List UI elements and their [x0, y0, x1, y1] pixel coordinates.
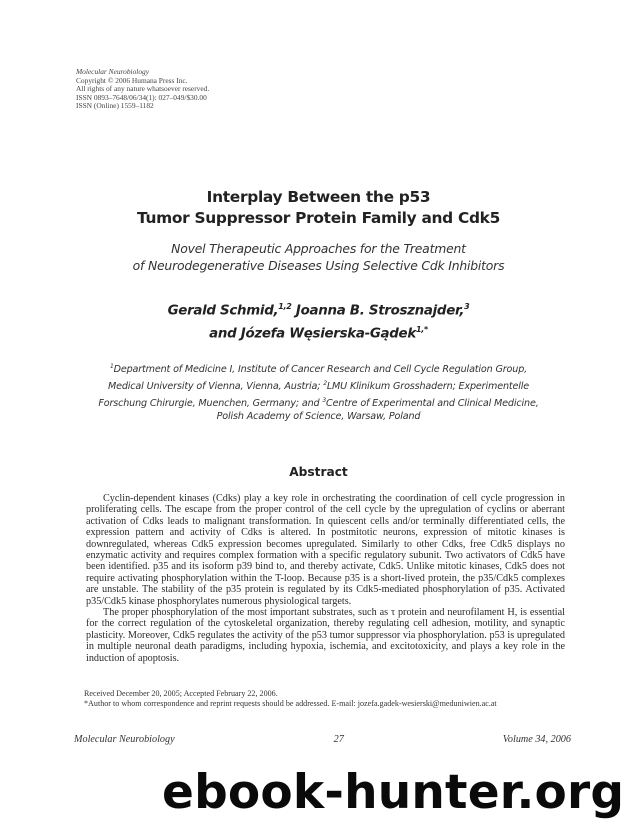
correspondence-note: *Author to whom correspondence and reprint requests should be addressed. E-mail: jozefa.gadek-wesierski@meduniwien.ac.at [84, 698, 497, 708]
masthead-issn-print: ISSN 0893–7648/06/34(1): 027–049/$30.00 [76, 92, 207, 102]
affiliation-mark-2: 2 [323, 379, 327, 387]
affiliations [0, 360, 637, 424]
page-number: 27 [333, 734, 344, 745]
abstract-paragraph-2: The proper phosphorylation of the most important substrates, such as τ protein and neurofilament H, is essential for the correct regulation of the cytoskeletal organization, thereby regulating cell adhesion, motility, and synaptic plasticity. Moreover, Cdk5 regulates the activity of the p53 tumor suppressor via phosphorylation. p53 is upregulated in multiple neuronal death paradigms, including hypoxia, ischemia, and excitotoxicity, and plays a key role in the induction of apoptosis. [86, 607, 565, 664]
footer-volume: Volume 34, 2006 [502, 734, 571, 745]
affiliation-line-1 [0, 360, 637, 377]
author-list [0, 297, 637, 344]
authors-line-1 [0, 297, 637, 320]
abstract-paragraph-1: Cyclin-dependent kinases (Cdks) play a key role in orchestrating the coordination of cell cycle progression in proliferating cells. The escape from the proper control of the cell cycle by the upregulation of cyclins or aberrant activation of Cdks leads to malignant transformation. In quiescent cells and/or terminally differentiated cells, the expression pattern and activity of Cdks is altered. In postmitotic neurons, expression of mitotic kinases is downregulated, whereas Cdk5 expression becomes upregulated. Similarly to other Cdks, free Cdk5 displays no enzymatic activity and requires complex formation with a specific regulatory subunit. Two activators of Cdk5 have been identified. p35 and its isoform p39 bind to, and thereby activate, Cdk5. Unlike mitotic kinases, Cdk5 does not require activating phosphorylation within the T-loop. Because p35 is a short-lived protein, the p35/Cdk5 complexes are unstable. The stability of the p35 protein is regulated by its Cdk5-mediated phosphorylation of p35. Activated p35/Cdk5 kinase phosphorylates numerous physiological targets. [86, 493, 565, 607]
subtitle-line-1: Novel Therapeutic Approaches for the Treatment [171, 241, 466, 256]
author-2: Joanna B. Strosznajder, [291, 303, 465, 319]
watermark: ebook-hunter.org [162, 765, 625, 820]
footer-journal: Molecular Neurobiology [74, 734, 175, 745]
subtitle-line-2: of Neurodegenerative Diseases Using Selective Cdk Inhibitors [132, 258, 505, 273]
affiliation-line-2 [0, 377, 637, 394]
abstract-heading: Abstract [289, 465, 348, 479]
title-line-2: Tumor Suppressor Protein Family and Cdk5 [136, 209, 501, 227]
author-3-affiliation-marks: 1,* [415, 325, 428, 335]
authors-line-2 [0, 320, 637, 343]
author-3: and Józefa Węsierska-Gądek [209, 326, 416, 342]
masthead-rights: All rights of any nature whatsoever reserved. [76, 84, 210, 94]
affiliation-line-3 [0, 394, 637, 411]
affiliation-text-2a: Medical University of Vienna, Vienna, Austria; [107, 380, 324, 392]
affiliation-line-4: Polish Academy of Science, Warsaw, Poland [216, 411, 421, 423]
affiliation-mark-3: 3 [322, 396, 327, 404]
masthead-issn-online: ISSN (Online) 1559–1182 [76, 101, 154, 111]
affiliation-text-1: Department of Medicine I, Institute of Cancer Research and Cell Cycle Regulation Group, [113, 364, 528, 376]
author-2-affiliation-marks: 3 [464, 302, 470, 311]
footnotes [74, 689, 569, 709]
affiliation-text-3b: Centre of Experimental and Clinical Medicine, [326, 397, 539, 409]
affiliation-mark-1: 1 [109, 363, 114, 370]
abstract-body [86, 493, 565, 664]
masthead-copyright: Copyright © 2006 Humana Press Inc. [76, 75, 188, 85]
received-dates: Received December 20, 2005; Accepted February 22, 2006. [84, 689, 278, 698]
title-line-1: Interplay Between the p53 [206, 188, 431, 206]
affiliation-text-3a: Forschung Chirurgie, Muenchen, Germany; and [98, 397, 323, 409]
author-1-affiliation-marks: 1,2 [278, 302, 292, 311]
paper-subtitle [0, 240, 637, 274]
page-footer [74, 734, 571, 745]
affiliation-text-2b: LMU Klinikum Grosshadern; Experimentelle [326, 380, 530, 392]
masthead-journal-name: Molecular Neurobiology [76, 67, 150, 76]
journal-masthead [76, 68, 209, 111]
paper-title [0, 187, 637, 229]
author-1: Gerald Schmid, [167, 303, 279, 319]
